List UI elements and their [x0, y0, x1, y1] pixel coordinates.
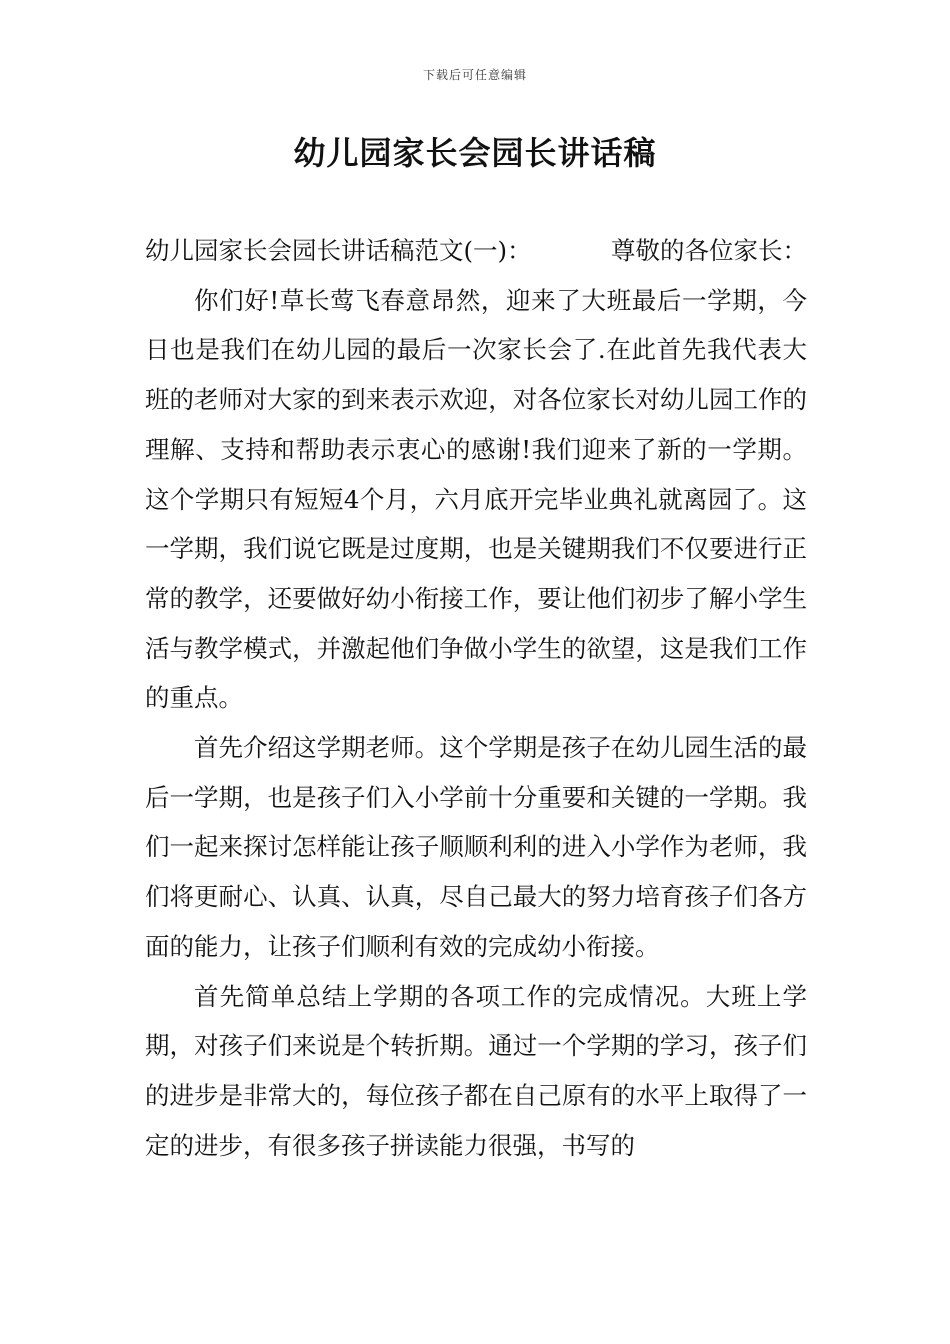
opening-line — [145, 226, 807, 276]
salutation: 尊敬的各位家长： — [611, 236, 807, 265]
document-title: 幼儿园家长会园长讲话稿 — [293, 134, 657, 172]
header-note: 下载后可任意编辑 — [422, 68, 527, 82]
document-body — [145, 226, 807, 1170]
paragraph-1: 你们好!草长莺飞春意昂然，迎来了大班最后一学期，今日也是我们在幼儿园的最后一次家长会了.在此首先我代表大班的老师对大家的到来表示欢迎，对各位家长对幼儿园工作的理解、支持和帮助表示衷心的感谢!我们迎来了新的一学期。这个学期只有短短4个月，六月底开完毕业典礼就离园了。这一学期，我们说它既是过度期，也是关键期我们不仅要进行正常的教学，还要做好幼小衔接工作，要让他们初步了解小学生活与教学模式，并激起他们争做小学生的欲望，这是我们工作的重点。 — [145, 285, 807, 713]
document-subtitle: 幼儿园家长会园长讲话稿范文(一)： — [145, 236, 532, 265]
paragraph-3: 首先简单总结上学期的各项工作的完成情况。大班上学期，对孩子们来说是个转折期。通过一个学期的学习，孩子们的进步是非常大的，每位孩子都在自己原有的水平上取得了一定的进步，有很多孩子拼读能力很强，书写的 — [145, 981, 807, 1160]
paragraph-2: 首先介绍这学期老师。这个学期是孩子在幼儿园生活的最后一学期，也是孩子们入小学前十分重要和关键的一学期。我们一起来探讨怎样能让孩子顺顺利利的进入小学作为老师，我们将更耐心、认真、认真，尽自己最大的努力培育孩子们各方面的能力，让孩子们顺利有效的完成幼小衔接。 — [145, 733, 807, 961]
